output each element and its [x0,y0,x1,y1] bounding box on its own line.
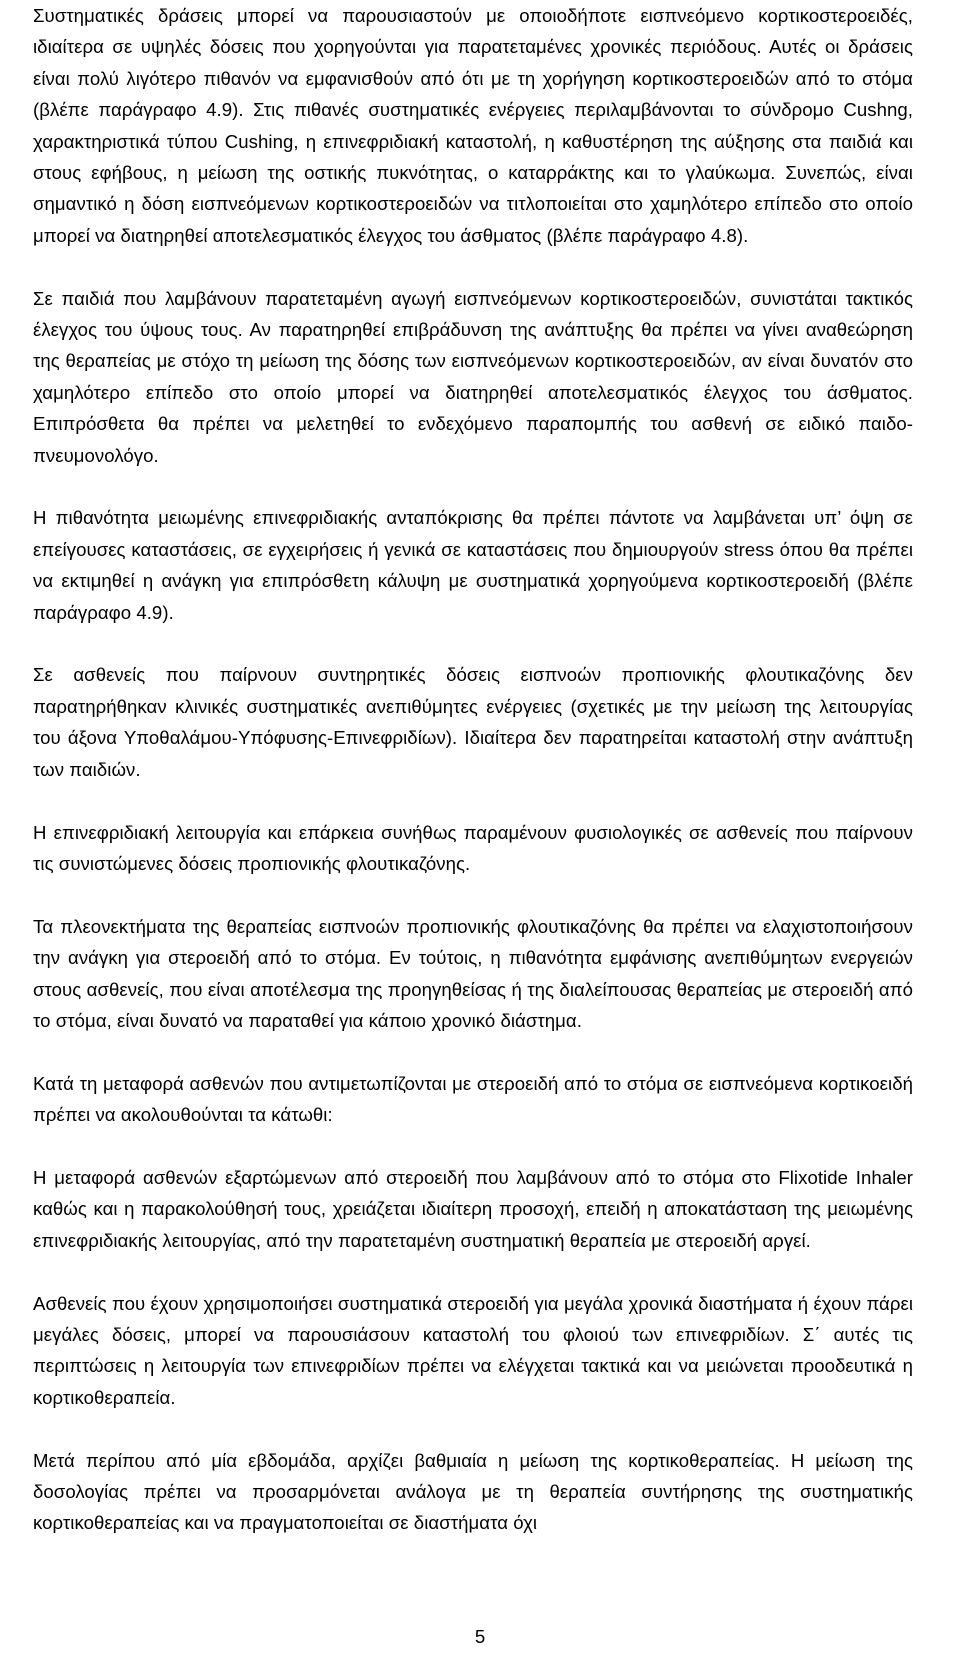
paragraph-transfer-care: Η μεταφορά ασθενών εξαρτώμενων από στεροειδή που λαμβάνουν από το στόμα στο Flixotide Inhaler καθώς και η παρακολούθησή τους, χρειάζεται ιδιαίτερη προσοχή, επειδή η αποκατάσταση της μειωμένης επινεφριδιακής λειτουργίας, από την παρατεταμένη συστηματική θεραπεία με στεροειδή αργεί. [33,1166,913,1251]
paragraph-adrenal-suppression: Ασθενείς που έχουν χρησιμοποιήσει συστηματικά στεροειδή για μεγάλα χρονικά διαστήματα ή έχουν πάρει μεγάλες δόσεις, μπορεί να παρουσιάσουν καταστολή του φλοιού των επινεφριδίων. Σ΄ αυτές τις περιπτώσεις η λειτουργία των επινεφριδίων πρέπει να ελέγχεται τακτικά και να μειώνεται προοδευτικά η κορτικοθεραπεία. [33,1292,913,1408]
paragraph-dose-reduction: Μετά περίπου από μία εβδομάδα, αρχίζει βαθμιαία η μείωση της κορτικοθεραπείας. Η μείωση της δοσολογίας πρέπει να προσαρμόνεται ανάλογα με τη θεραπεία συντήρησης της συστηματικής κορτικοθεραπείας και να πραγματοποιείται σε διαστήματα όχι [33,1449,913,1534]
paragraph-maintenance-doses: Σε ασθενείς που παίρνουν συντηρητικές δόσεις εισπνοών προπιονικής φλουτικαζόνης δεν παρατηρήθηκαν κλινικές συστηματικές ανεπιθύμητες ενέργειες (σχετικές με την μείωση της λειτουργίας του άξονα Υποθαλάμου-Υπόφυσης-Επινεφριδίων). Ιδιαίτερα δεν παρατηρείται καταστολή στην ανάπτυξη των παιδιών. [33,664,913,780]
page-number: 5 [474,1626,486,1647]
paragraph-children-height: Σε παιδιά που λαμβάνουν παρατεταμένη αγωγή εισπνεόμενων κορτικοστεροειδών, συνιστάται τακτικός έλεγχος του ύψους τους. Αν παρατηρηθεί επιβράδυνση της ανάπτυξης θα πρέπει να γίνει αναθεώρηση της θεραπείας με στόχο τη μείωση της δόσης των εισπνεόμενων κορτικοστεροειδών, αν είναι δυνατόν στο χαμηλότερο επίπεδο στο οποίο μπορεί να διατηρηθεί αποτελεσματικός έλεγχος του άσθματος. Επιπρόσθετα θα πρέπει να μελετηθεί το ενδεχόμενο παραπομπής του ασθενή σε ειδικό παιδο-πνευμονολόγο. [33,287,913,466]
paragraph-systemic-effects: Συστηματικές δράσεις μπορεί να παρουσιαστούν με οποιοδήποτε εισπνεόμενο κορτικοστεροειδές, ιδιαίτερα σε υψηλές δόσεις που χορηγούνται για παρατεταμένες χρονικές περιόδους. Αυτές οι δράσεις είναι πολύ λιγότερο πιθανόν να εμφανισθούν από ότι με τη χορήγηση κορτικοστεροειδών από το στόμα (βλέπε παράγραφο 4.9). Στις πιθανές συστηματικές ενέργειες περιλαμβάνονται το σύνδρομο Cushng, χαρακτηριστικά τύπου Cushing, η επινεφριδιακή καταστολή, η καθυστέρηση της αύξησης στα παιδιά και στους εφήβους, η μείωση της οστικής πυκνότητας, ο καταρράκτης και το γλαύκωμα. Συνεπώς, είναι σημαντικό η δόση εισπνεόμενων κορτικοστεροειδών να τιτλοποιείται στο χαμηλότερο επίπεδο στο οποίο μπορεί να διατηρηθεί αποτελεσματικός έλεγχος του άσθματος (βλέπε παράγραφο 4.8). [33,5,913,246]
paragraph-therapy-advantages: Τα πλεονεκτήματα της θεραπείας εισπνοών προπιονικής φλουτικαζόνης θα πρέπει να ελαχιστοποιήσουν την ανάγκη για στεροειδή από το στόμα. Εν τούτοις, η πιθανότητα εμφάνισης ανεπιθύμητων ενεργειών στους ασθενείς, που είναι αποτέλεσμα της προηγηθείσας ή της διαλείπουσας θεραπείας με στεροειδή από το στόμα, είναι δυνατό να παραταθεί για κάποιο χρονικό διάστημα. [33,915,913,1031]
paragraph-adrenal-response: Η πιθανότητα μειωμένης επινεφριδιακής ανταπόκρισης θα πρέπει πάντοτε να λαμβάνεται υπ’ όψη σε επείγουσες καταστάσεις, σε εγχειρήσεις ή γενικά σε καταστάσεις που δημιουργούν stress όπου θα πρέπει να εκτιμηθεί η ανάγκη για επιπρόσθετη κάλυψη με συστηματικά χορηγούμενα κορτικοστεροειδή (βλέπε παράγραφο 4.9). [33,507,913,623]
paragraph-adrenal-function: Η επινεφριδιακή λειτουργία και επάρκεια συνήθως παραμένουν φυσιολογικές σε ασθενείς που παίρνουν τις συνιστώμενες δόσεις προπιονικής φλουτικαζόνης. [33,821,913,874]
paragraph-transfer-intro: Κατά τη μεταφορά ασθενών που αντιμετωπίζονται με στεροειδή από το στόμα σε εισπνεόμενα κορτικοειδή πρέπει να ακολουθούνται τα κάτωθι: [33,1072,913,1126]
document-body [33,0,913,1570]
